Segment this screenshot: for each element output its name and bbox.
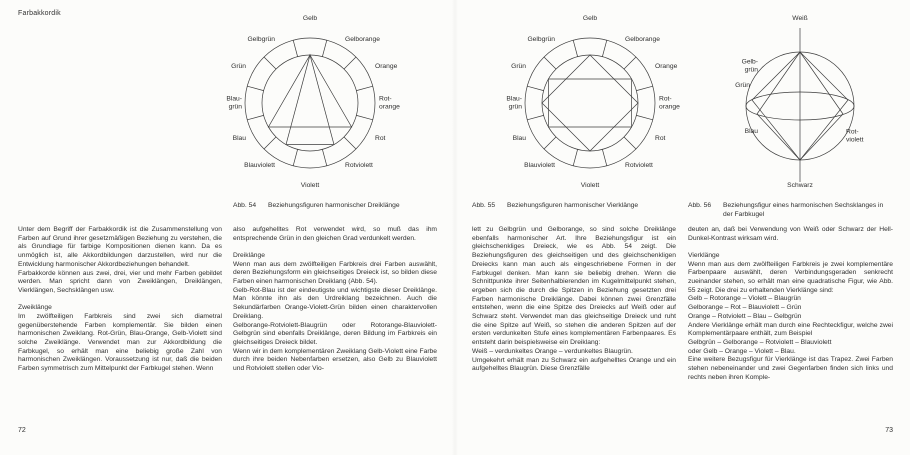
wheel-label-blau: Blau <box>512 135 526 143</box>
equilateral-triangle <box>268 55 351 127</box>
wheel-segment-divider <box>264 57 276 69</box>
wheel-label-gelborange: Gelborange <box>345 36 380 44</box>
figure-56-color-sphere-hexad <box>700 2 910 200</box>
wheel-segment-divider <box>344 137 356 149</box>
wheel-segment-divider <box>624 57 636 69</box>
wheel-segment-divider <box>322 40 326 56</box>
paragraph: Andere Vierklänge erhält man durch eine Rechteckfigur, welche zwei Komplementärpaare enthält, zum Beispiel <box>688 321 893 338</box>
paragraph: Wenn man aus dem zwölfteiligen Farbkreis drei Farben auswählt, deren Beziehungsform ein gleichseitiges Dreieck ist, so bilden diese Farben einen harmonischen Dreiklang (Abb. 54). <box>233 260 437 286</box>
text-column-4 <box>688 226 893 382</box>
figure-55-color-wheel-tetrads <box>475 2 705 200</box>
wheel-segment-divider <box>247 86 263 90</box>
wheel-label-blaugruen: Blau- grün <box>226 95 242 110</box>
wheel-label-rotviolett: Rotviolett <box>345 162 373 170</box>
page-number-right: 73 <box>885 427 893 434</box>
sphere-label-gelbgruen: Gelb- grün <box>741 58 758 73</box>
wheel-segment-divider <box>527 115 543 119</box>
wheel-segment-divider <box>247 115 263 119</box>
wheel-label-blaugruen: Blau- grün <box>506 95 522 110</box>
wheel-segment-divider <box>293 40 297 56</box>
caption-number: Abb. 54 <box>233 202 257 209</box>
page-gutter <box>452 0 458 455</box>
text-column-2 <box>233 226 437 374</box>
sphere-label-blau: Blau <box>744 128 758 136</box>
wheel-label-blau: Blau <box>232 135 246 143</box>
wheel-segment-divider <box>356 115 372 119</box>
wheel-label-rot: Rot <box>375 135 386 143</box>
wheel-label-gruen: Grün <box>511 63 526 71</box>
wheel-label-orange: Orange <box>375 63 398 71</box>
wheel-label-gelbgruen: Gelbgrün <box>247 36 275 44</box>
wheel-label-violett: Violett <box>300 182 320 190</box>
wheel-label-gelborange: Gelborange <box>625 36 660 44</box>
wheel-segment-divider <box>602 149 606 165</box>
text-line: Orange – Rotviolett – Blau – Gelbgrün <box>688 312 802 320</box>
wheel-segment-divider <box>636 86 652 90</box>
wheel-label-orange: Orange <box>655 63 678 71</box>
paragraph: Gelb-Rot-Blau ist der eindeutigste und wichtigste dieser Dreiklänge. Man könnte ihn als den Urdreiklang bezeichnen. Auch die Sekundärfarben Orange-Violett-Grün bilden einen charaktervollen Dreiklang. <box>233 286 437 320</box>
figure-caption-56 <box>688 202 894 219</box>
text-line: Gelborange – Rot – Blauviolett – Grün <box>688 304 802 312</box>
wheel-segment-divider <box>544 137 556 149</box>
text-line: Gelbgrün – Gelborange – Rotviolett – Blauviolett <box>688 338 832 346</box>
text-column-1 <box>18 226 222 374</box>
caption-text: Beziehungsfigur eines harmonischen Sechsklanges in der Farbkugel <box>723 202 884 218</box>
wheel-segment-divider <box>544 57 556 69</box>
wheel-segment-divider <box>293 149 297 165</box>
caption-text: Beziehungsfiguren harmonischer Vierklänge <box>507 202 639 209</box>
wheel-segment-divider <box>322 149 326 165</box>
sphere-label-weiss: Weiß <box>792 15 808 23</box>
color-sphere-drawing <box>700 2 910 200</box>
paragraph: Wenn wir in dem komplementären Zweiklang Gelb-Violett eine Farbe durch ihre beiden Nebenfarben ersetzen, also Gelb zu Blauviolett und Rotviolett stellen oder Vio- <box>233 347 437 373</box>
section-heading: Zweiklänge <box>18 304 52 312</box>
text-column-3 <box>472 226 676 374</box>
paragraph: Umgekehrt erhält man zu Schwarz ein aufgehelltes Orange und ein aufgehelltes Blaugrün. Diese Grenzfälle <box>472 356 676 373</box>
caption-text: Beziehungsfiguren harmonischer Dreiklänge <box>268 202 400 209</box>
paragraph: Gelborange-Rotviolett-Blaugrün oder Rotorange-Blauviolett-Gelbgrün sind ebenfalls Dreiklänge, deren Bildung im Farbkreis ein gleichseitiges Dreieck bildet. <box>233 321 437 346</box>
section-heading: Dreiklänge <box>233 251 265 259</box>
wheel-label-gelbgruen: Gelbgrün <box>527 36 555 44</box>
wheel-inner-ring <box>542 55 638 151</box>
text-line: Gelb – Rotorange – Violett – Blaugrün <box>688 295 801 303</box>
wheel-label-rotorange: Rot- orange <box>379 95 400 110</box>
wheel-label-rotorange: Rot- orange <box>659 95 680 110</box>
text-line: Weiß – verdunkeltes Orange – verdunkeltes Blaugrün. <box>472 347 633 355</box>
figure-caption-54 <box>233 202 439 211</box>
wheel-segment-divider <box>573 40 577 56</box>
page-number-left: 72 <box>18 427 26 434</box>
paragraph: Farbakkorde können aus zwei, drei, vier und mehr Farben gebildet werden. Man spricht dann von Zweiklängen, Dreiklängen, Vierklängen, Sechsklängen usw. <box>18 269 222 294</box>
wheel-segment-divider <box>344 57 356 69</box>
rectangle-figure <box>548 79 631 127</box>
wheel-inner-ring <box>262 55 358 151</box>
paragraph: Eine weitere Bezugsfigur für Vierklänge ist das Trapez. Zwei Farben stehen nebeneinander und zwei Gegenfarben finden sich links und rechts neben ihren Komple- <box>688 356 893 381</box>
wheel-segment-divider <box>356 86 372 90</box>
paragraph: deuten an, daß bei Verwendung von Weiß oder Schwarz der Hell-Dunkel-Kontrast wirksam wird. <box>688 226 893 242</box>
paragraph: Unter dem Begriff der Farbakkordik ist die Zusammenstellung von Farben auf Grund ihrer gesetzmäßigen Beziehung zu verstehen, die als Grundlage für farbige Kompositionen dienen kann. Da es unmöglich ist, alle Akkordbildungen darzustellen, wird nur die Entwicklung harmonischer Akkordbeziehungen behandelt. <box>18 226 222 268</box>
square-figure <box>542 55 638 151</box>
text-line: oder Gelb – Orange – Violett – Blau. <box>688 347 796 355</box>
paragraph: Wenn man aus dem zwölfteiligen Farbkreis je zwei komplementäre Farbenpaare auswählt, deren Verbindungsgeraden senkrecht zueinander stehen, so erhält man eine quadratische Figur, wie Abb. 55 zeigt. Die drei zu erhaltenden Vierklänge sind: <box>688 260 893 294</box>
wheel-segment-divider <box>636 115 652 119</box>
sphere-label-schwarz: Schwarz <box>787 182 813 190</box>
wheel-label-violett: Violett <box>580 182 600 190</box>
wheel-label-gruen: Grün <box>231 63 246 71</box>
figure-54-color-wheel-triads <box>195 2 425 200</box>
sphere-label-rotviolett: Rot- violett <box>846 128 864 143</box>
paragraph: lett zu Gelbgrün und Gelborange, so sind solche Dreiklänge ebenfalls harmonischer Art. Ihre Beziehungsfigur ist ein gleichschenkliges Dreieck, wie es Abb. 54 zeigt. Die Beziehungsfiguren des gleichseitigen und des gleichschenkligen Dreiecks kann man auch als eingeschriebene Formen in der Farbkugel denken. Man kann sie beliebig drehen. Wenn die Schnittpunkte ihrer Seitenhalbierenden im Kugelmittelpunkt stehen, ergeben sich die durch die Spitzen in Beziehung gesetzten drei Farben harmonische Dreiklänge. Dabei können zwei Grenzfälle entstehen, wenn die eine Spitze des Dreiecks auf Weiß oder auf Schwarz steht. Verwendet man das gleichseitige Dreieck und ruht die eine Spitze auf Weiß, so stehen die anderen Spitzen auf der ersten verdunkelten Stufe eines komplementären Farbenpaares. Es entsteht darin beispielsweise ein Dreiklang: <box>472 226 676 347</box>
isosceles-triangle <box>286 55 334 145</box>
wheel-label-gelb: Gelb <box>582 15 598 23</box>
wheel-label-blauviolett: Blauviolett <box>244 162 275 170</box>
wheel-segment-divider <box>602 40 606 56</box>
caption-number: Abb. 55 <box>472 202 496 209</box>
sphere-label-gruen: Grün <box>735 82 750 90</box>
paragraph: Im zwölfteiligen Farbkreis sind zwei sich diametral gegenüberstehende Farben komplementär. Sie bilden einen harmonischen Zweiklang. Rot-Grün, Blau-Orange, Gelb-Violett sind solche Zweiklänge. Verwendet man zur Akkordbildung die Farbkugel, so erhält man eine beliebig große Zahl von harmonischen Zweiklängen. Voraussetzung ist nur, daß die beiden Farben symmetrisch zum Mittelpunkt der Farbkugel stehen. Wenn <box>18 312 222 373</box>
paragraph: also aufgehelltes Rot verwendet wird, so muß das ihm entsprechende Grün in den gleichen Grad verdunkelt werden. <box>233 226 437 242</box>
chapter-header: Farbakkordik <box>18 10 61 17</box>
figure-caption-55 <box>472 202 678 211</box>
wheel-segment-divider <box>527 86 543 90</box>
wheel-segment-divider <box>264 137 276 149</box>
wheel-label-rotviolett: Rotviolett <box>625 162 653 170</box>
caption-number: Abb. 56 <box>688 202 712 209</box>
section-heading: Vierklänge <box>688 251 720 259</box>
wheel-segment-divider <box>624 137 636 149</box>
wheel-segment-divider <box>573 149 577 165</box>
wheel-label-blauviolett: Blauviolett <box>524 162 555 170</box>
wheel-label-gelb: Gelb <box>302 15 318 23</box>
wheel-label-rot: Rot <box>655 135 666 143</box>
